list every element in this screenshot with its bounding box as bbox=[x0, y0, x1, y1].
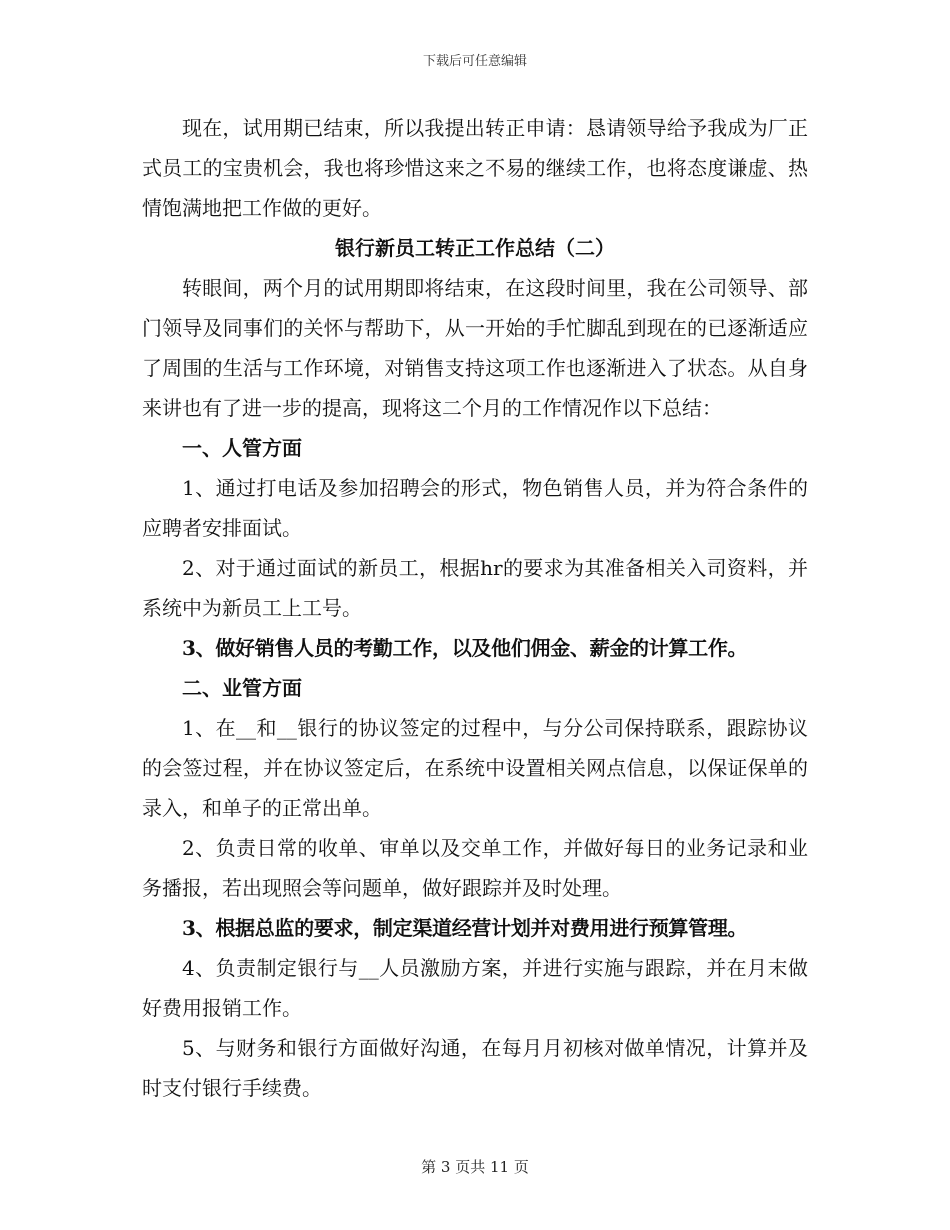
page-footer: 第 3 页共 11 页 bbox=[421, 1158, 529, 1176]
heading-business: 二、业管方面 bbox=[182, 676, 302, 700]
list-item: 2、负责日常的收单、审单以及交单工作，并做好每日的业务记录和业务播报，若出现照会等问题单，做好跟踪并及时处理。 bbox=[142, 836, 808, 900]
list-item: 1、通过打电话及参加招聘会的形式，物色销售人员，并为符合条件的应聘者安排面试。 bbox=[142, 476, 808, 540]
list-item: 4、负责制定银行与__人员激励方案，并进行实施与跟踪，并在月末做好费用报销工作。 bbox=[142, 956, 808, 1020]
paragraph-summary: 转眼间，两个月的试用期即将结束，在这段时间里，我在公司领导、部门领导及同事们的关怀与帮助下，从一开始的手忙脚乱到现在的已逐渐适应了周围的生活与工作环境，对销售支持这项工作也逐渐进入了状态。从自身来讲也有了进一步的提高，现将这二个月的工作情况作以下总结： bbox=[142, 276, 808, 420]
list-item-bold: 3、做好销售人员的考勤工作，以及他们佣金、薪金的计算工作。 bbox=[182, 636, 748, 660]
paragraph-intro: 现在，试用期已结束，所以我提出转正申请：恳请领导给予我成为厂正式员工的宝贵机会，我也将珍惜这来之不易的继续工作，也将态度谦虚、热情饱满地把工作做的更好。 bbox=[142, 116, 808, 220]
list-item: 1、在__和__银行的协议签定的过程中，与分公司保持联系，跟踪协议的会签过程，并在协议签定后，在系统中设置相关网点信息，以保证保单的录入，和单子的正常出单。 bbox=[142, 716, 808, 820]
document-body bbox=[142, 108, 808, 1108]
heading-personnel: 一、人管方面 bbox=[182, 436, 302, 460]
list-item: 2、对于通过面试的新员工，根据hr的要求为其准备相关入司资料，并系统中为新员工上工号。 bbox=[142, 556, 808, 620]
page-header: 下载后可任意编辑 bbox=[422, 54, 527, 69]
section-title: 银行新员工转正工作总结（二） bbox=[335, 236, 615, 260]
list-item: 5、与财务和银行方面做好沟通，在每月月初核对做单情况，计算并及时支付银行手续费。 bbox=[142, 1036, 808, 1100]
list-item-bold: 3、根据总监的要求，制定渠道经营计划并对费用进行预算管理。 bbox=[182, 916, 748, 940]
